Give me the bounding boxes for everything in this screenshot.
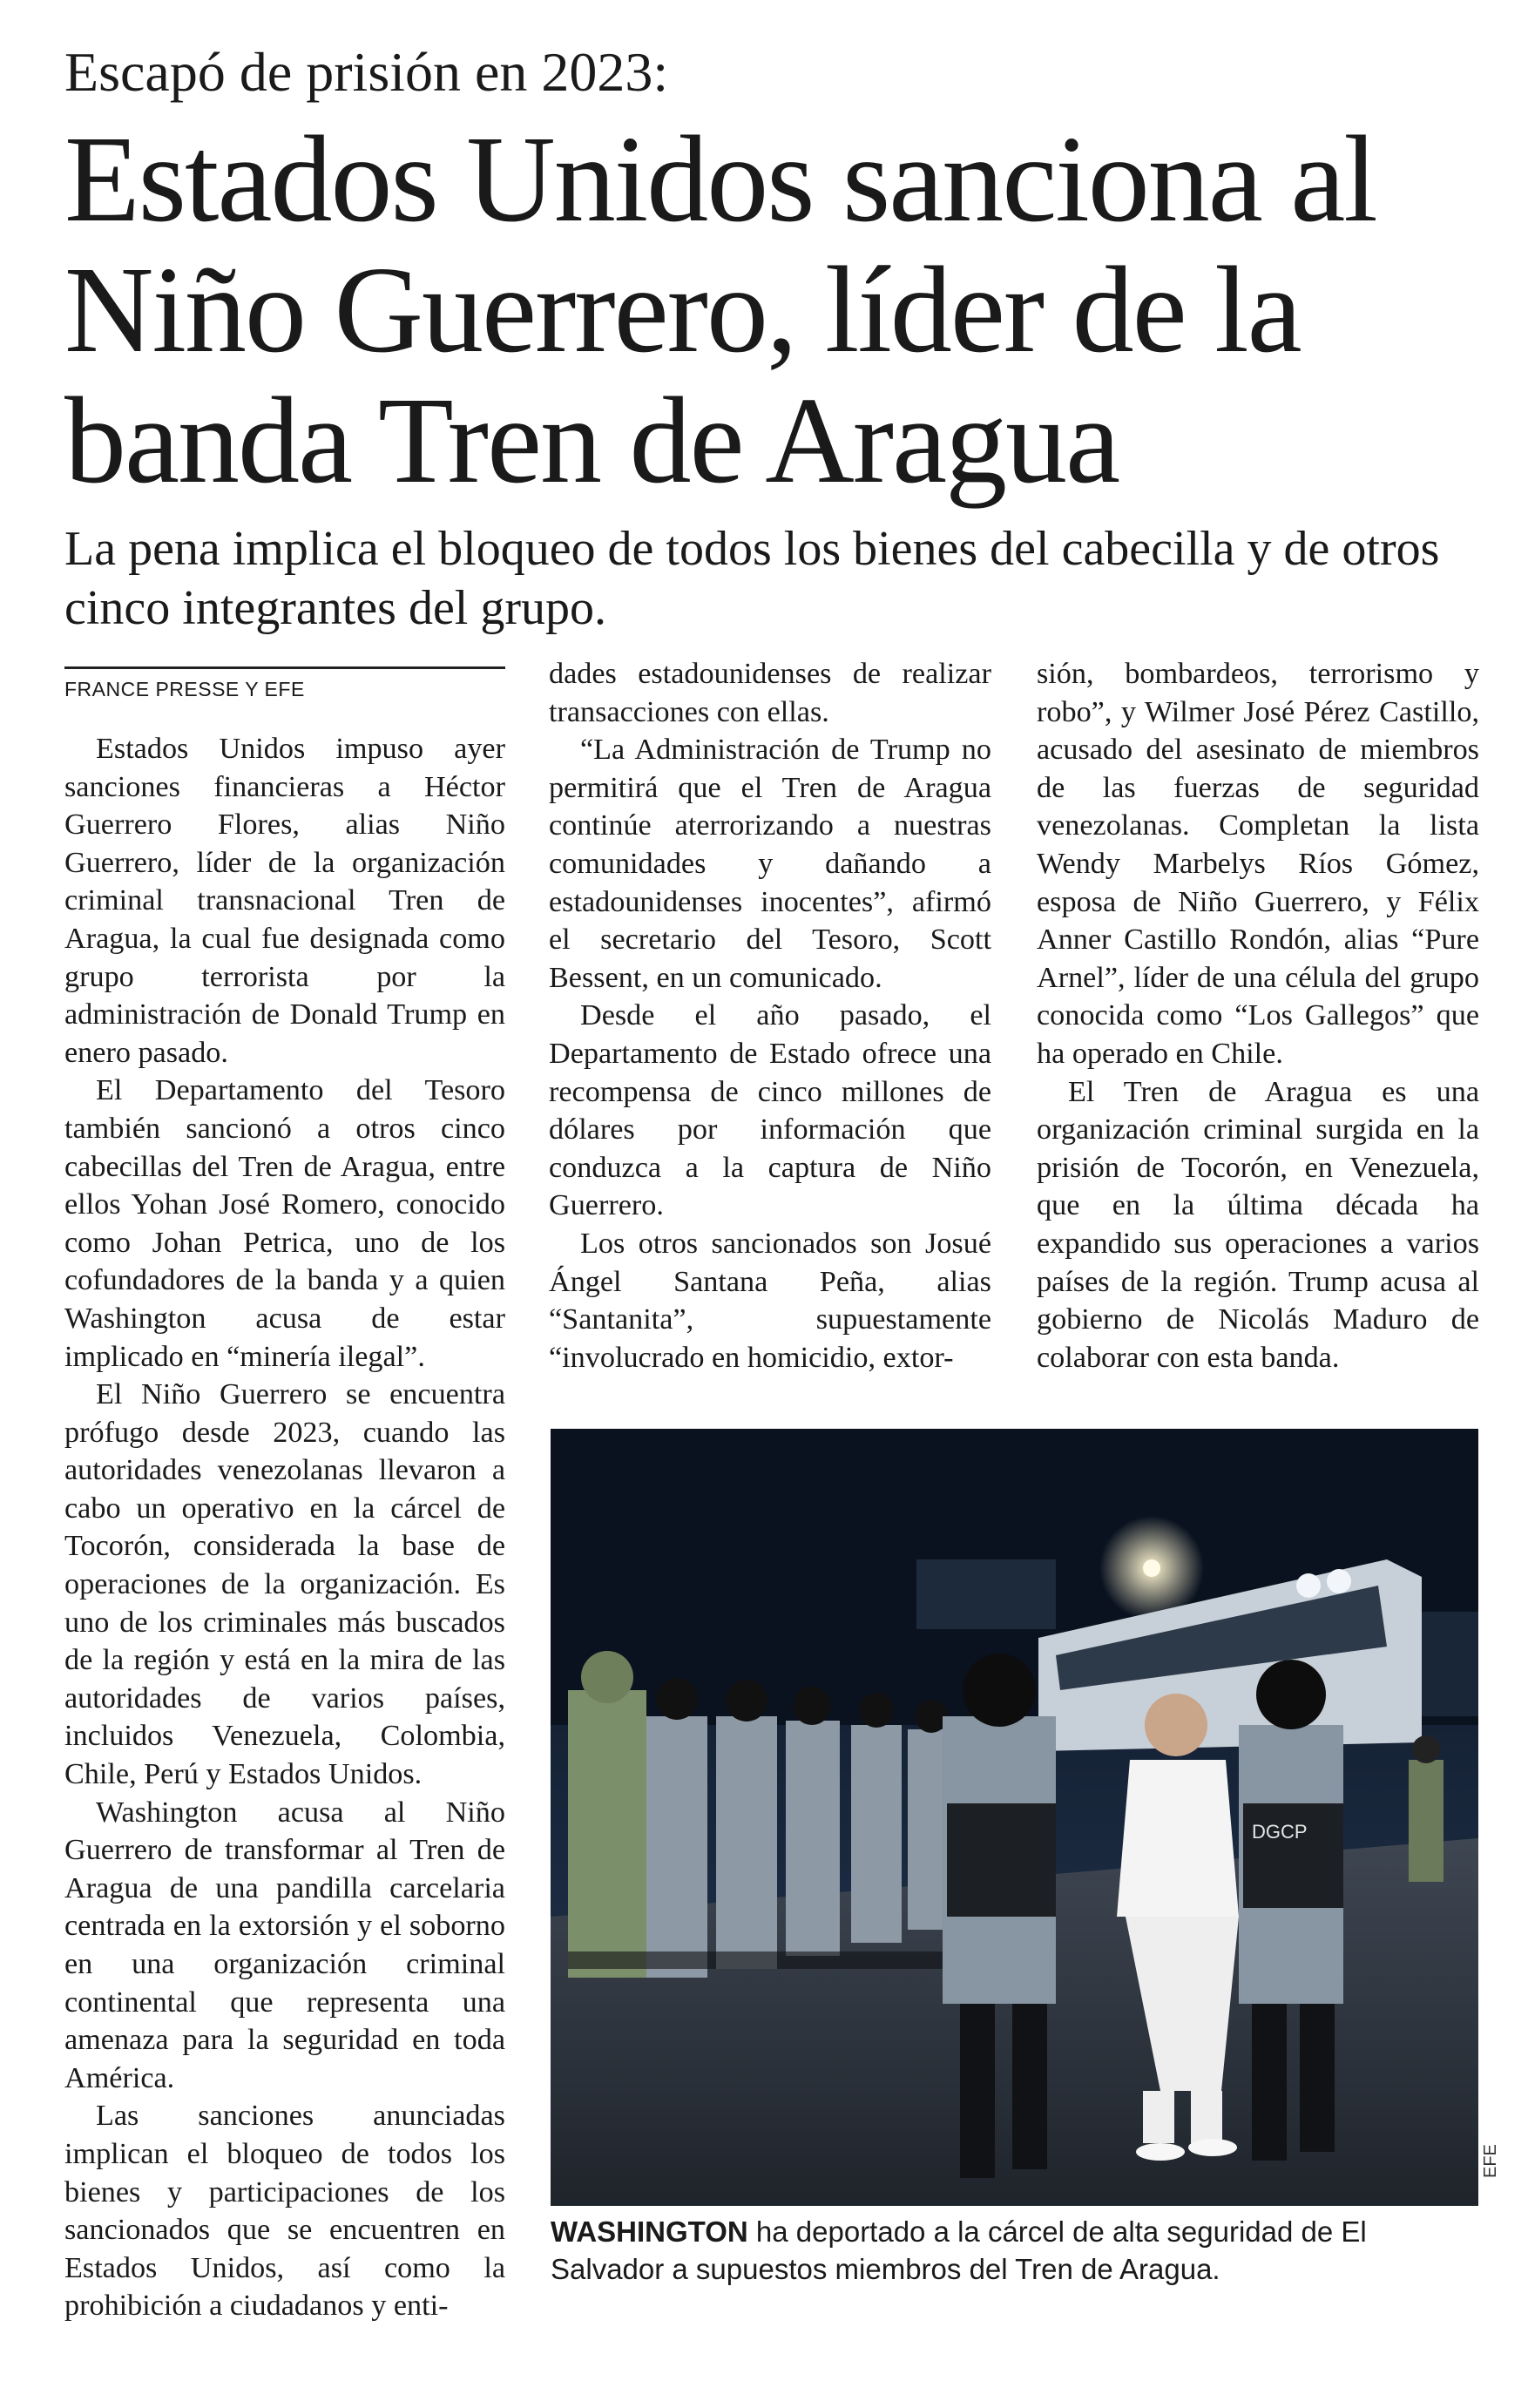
photo-illustration — [551, 1429, 1478, 2206]
caption-text: ha deportado a la cárcel de alta seguridad de El Salvador a supuestos miembros del Tren de Aragua. — [551, 2215, 1367, 2285]
paragraph: Las sanciones anunciadas implican el bloqueo de todos los bienes y participaciones de los sancionados que se encuentren en Estados Unidos, así como la prohibición a ciudadanos y enti- — [64, 2100, 505, 2323]
paragraph: El Departamento del Tesoro también sancionó a otros cinco cabecillas del Tren de Aragua, entre ellos Yohan José Romero, conocido como Johan Petrica, uno de los cofundadores de la banda y a quien Washington acusa de estar implicado en “minería ilegal”. — [64, 1074, 505, 1373]
caption-lead: WASHINGTON — [551, 2215, 748, 2248]
paragraph: Estados Unidos impuso ayer sanciones financieras a Héctor Guerrero Flores, alias Niño Guerrero, líder de la organización criminal transnacional Tren de Aragua, la cual fue designada como grupo terrorista por la administración de Donald Trump en enero pasado. — [64, 733, 505, 1069]
kicker: Escapó de prisión en 2023: — [64, 41, 669, 103]
vest-label: DGCP — [1252, 1821, 1308, 1843]
news-photo — [551, 1429, 1478, 2206]
paragraph: Desde el año pasado, el Departamento de Estado ofrece una recompensa de cinco millones de dólares por información que conduzca a la captura de Niño Guerrero. — [549, 999, 991, 1222]
byline-rule — [64, 666, 505, 669]
deck: La pena implica el bloqueo de todos los bienes del cabecilla y de otros cinco integrantes del grupo. — [64, 522, 1440, 635]
paragraph-continued: dades estadounidenses de realizar transacciones con ellas. — [549, 658, 991, 728]
photo-caption — [551, 2213, 1479, 2288]
paragraph: Los otros sancionados son Josué Ángel Santana Peña, alias “Santanita”, supuestamente “involucrado en homicidio, extor- — [549, 1227, 991, 1374]
article-column-3 — [1037, 655, 1479, 1376]
byline: FRANCE PRESSE Y EFE — [64, 678, 305, 700]
paragraph: “La Administración de Trump no permitirá que el Tren de Aragua continúe aterrorizando a nuestras comunidades y dañando a estadounidenses inocentes”, afirmó el secretario del Tesoro, Scott Bessent, en un comunicado. — [549, 734, 991, 994]
paragraph-continued: sión, bombardeos, terrorismo y robo”, y Wilmer José Pérez Castillo, acusado del asesinato de miembros de las fuerzas de seguridad venezolanas. Completan la lista Wendy Marbelys Ríos Gómez, esposa de Niño Guerrero, y Félix Anner Castillo Rondón, alias “Pure Arnel”, líder de una célula del grupo conocida como “Los Gallegos” que ha operado en Chile. — [1037, 658, 1479, 1070]
article-column-1 — [64, 730, 505, 2325]
headline: Estados Unidos sanciona al Niño Guerrero, líder de la banda Tren de Aragua — [64, 110, 1376, 509]
paragraph: Washington acusa al Niño Guerrero de transformar al Tren de Aragua de una pandilla carcelaria centrada en la extorsión y el soborno en una organización criminal continental que representa una amenaza para la seguridad en toda América. — [64, 1796, 505, 2094]
photo-credit: EFE — [1481, 2144, 1500, 2178]
paragraph: El Niño Guerrero se encuentra prófugo desde 2023, cuando las autoridades venezolanas llevaron a cabo un operativo en la cárcel de Tocorón, considerada la base de operaciones de la organización. Es uno de los criminales más buscados de la región y está en la mira de las autoridades de varios países, incluidos Venezuela, Colombia, Chile, Perú y Estados Unidos. — [64, 1378, 505, 1791]
paragraph: El Tren de Aragua es una organización criminal surgida en la prisión de Tocorón, en Venezuela, que en la última década ha expandido sus operaciones a varios países de la región. Trump acusa al gobierno de Nicolás Maduro de colaborar con esta banda. — [1037, 1075, 1479, 1374]
article-column-2 — [549, 655, 991, 1376]
